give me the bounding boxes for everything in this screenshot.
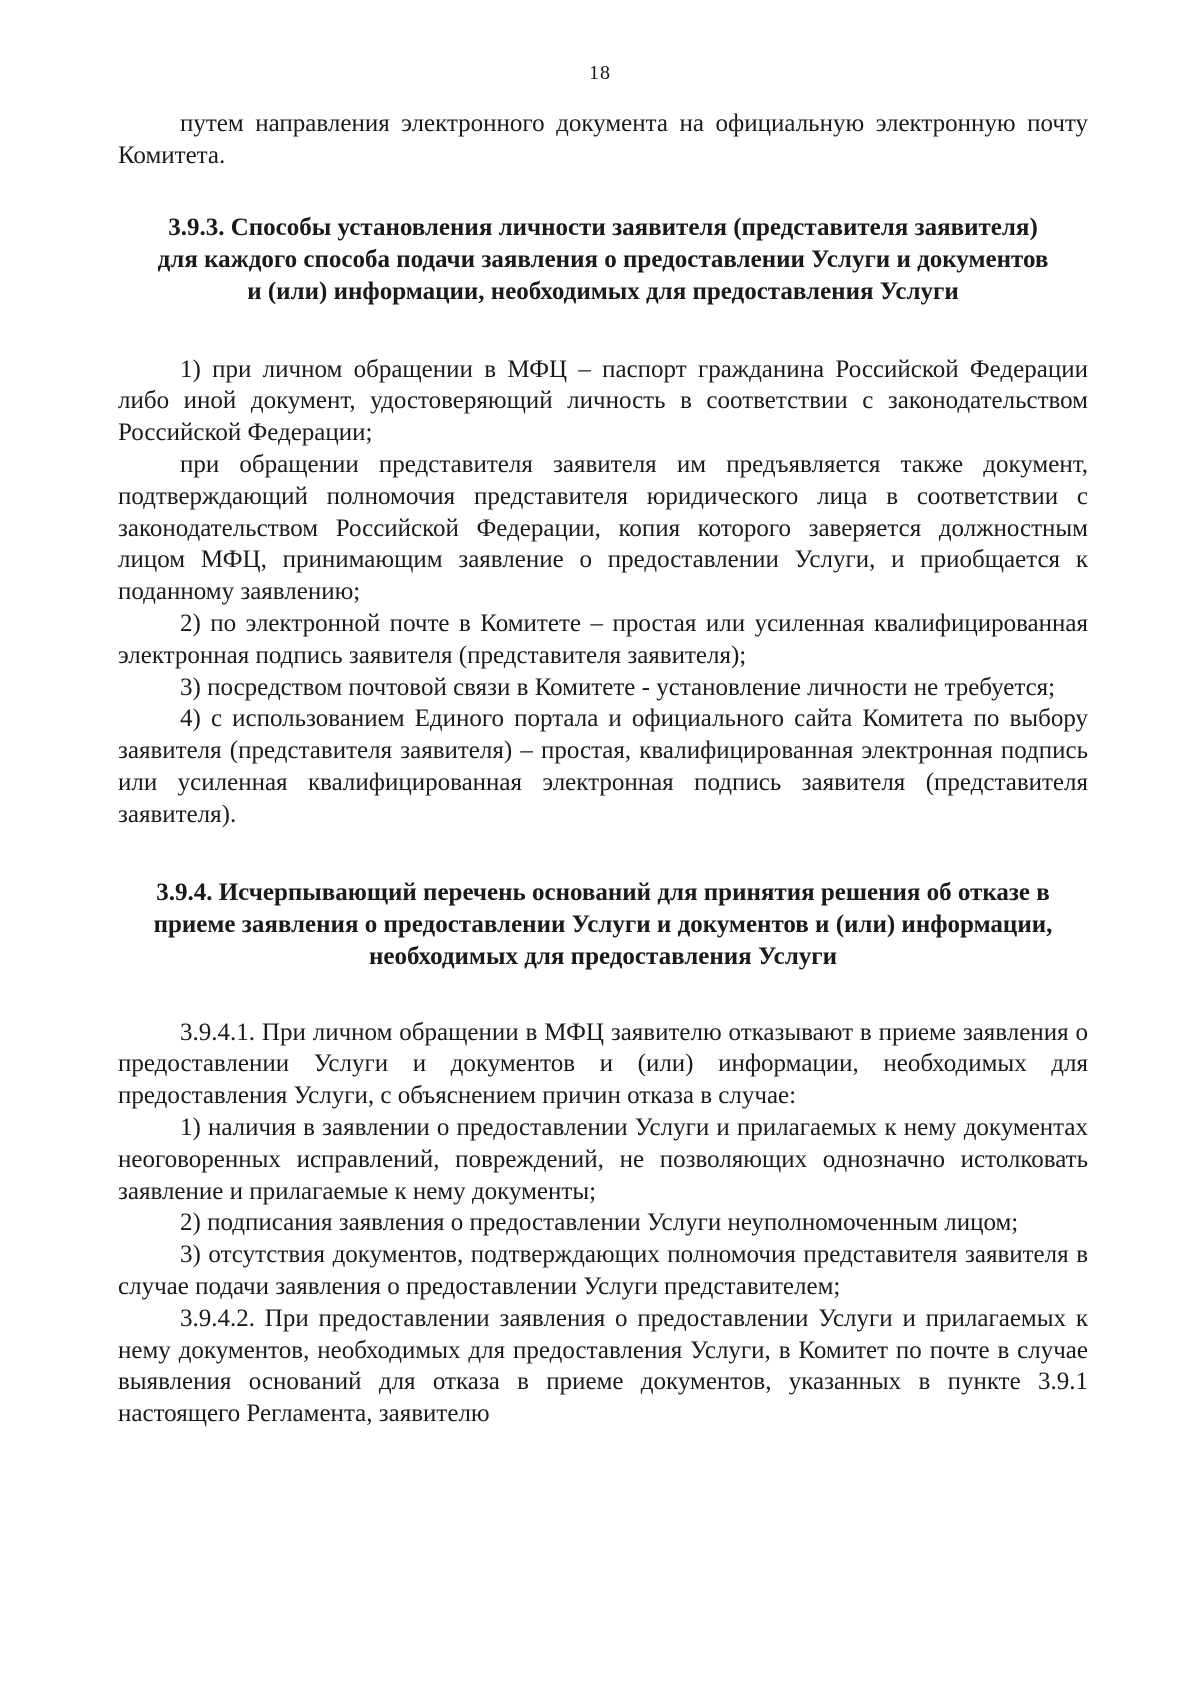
paragraph: 3) отсутствия документов, подтверждающих полномочия представителя заявителя в случае подачи заявления о предоставлении Услуги представителем; (118, 1241, 1088, 1300)
section-heading-3-9-4: 3.9.4. Исчерпывающий перечень оснований для принятия решения об отказе в приеме заявления о предоставлении Услуги и документов и (или) информации, необходимых для предоставления Услуги (153, 878, 1053, 970)
section-3-9-3-body (118, 354, 1088, 831)
paragraph: 1) при личном обращении в МФЦ – паспорт гражданина Российской Федерации либо иной документ, удостоверяющий личность в соответствии с законодательством Российской Федерации; (118, 355, 1088, 447)
section-3-9-4-body (118, 1017, 1088, 1430)
paragraph: 4) с использованием Единого портала и официального сайта Комитета по выбору заявителя (представителя заявителя) – простая, квалифицированная электронная подпись или усиленная квалифицированная электронная подпись заявителя (представителя заявителя). (118, 705, 1088, 828)
paragraph: 2) по электронной почте в Комитете – простая или усиленная квалифицированная электронная подпись заявителя (представителя заявителя); (118, 609, 1088, 669)
intro-paragraph: путем направления электронного документа на официальную электронную почту Комитета. (118, 110, 1088, 169)
paragraph: 3) посредством почтовой связи в Комитете - установление личности не требуется; (180, 673, 1056, 701)
section-heading-3-9-3: 3.9.3. Способы установления личности заявителя (представителя заявителя) для каждого способа подачи заявления о предоставлении Услуги и документов и (или) информации, необходимых для предоставления Услуги (157, 213, 1049, 305)
paragraph: при обращении представителя заявителя им предъявляется также документ, подтверждающий полномочия представителя юридического лица в соответствии с законодательством Российской Федерации, копия которого заверяется должностным лицом МФЦ, принимающим заявление о предоставлении Услуги, и приобщается к поданному заявлению; (118, 450, 1088, 606)
paragraph: 2) подписания заявления о предоставлении Услуги неуполномоченным лицом; (180, 1209, 1019, 1237)
paragraph: 3.9.4.2. При предоставлении заявления о предоставлении Услуги и прилагаемых к нему документов, необходимых для предоставления Услуги, в Комитет по почте в случае выявления оснований для отказа в приеме документов, указанных в пункте 3.9.1 настоящего Регламента, заявителю (118, 1304, 1088, 1428)
page-number: 18 (589, 62, 611, 84)
document-body (118, 108, 1088, 1430)
paragraph: 3.9.4.1. При личном обращении в МФЦ заявителю отказывают в приеме заявления о предоставлении Услуги и документов и (или) информации, необходимых для предоставления Услуги, с объяснением причин отказа в случае: (118, 1018, 1088, 1110)
paragraph: 1) наличия в заявлении о предоставлении Услуги и прилагаемых к нему документах неоговоренных исправлений, повреждений, не позволяющих однозначно истолковать заявление и прилагаемые к нему документы; (118, 1113, 1088, 1205)
